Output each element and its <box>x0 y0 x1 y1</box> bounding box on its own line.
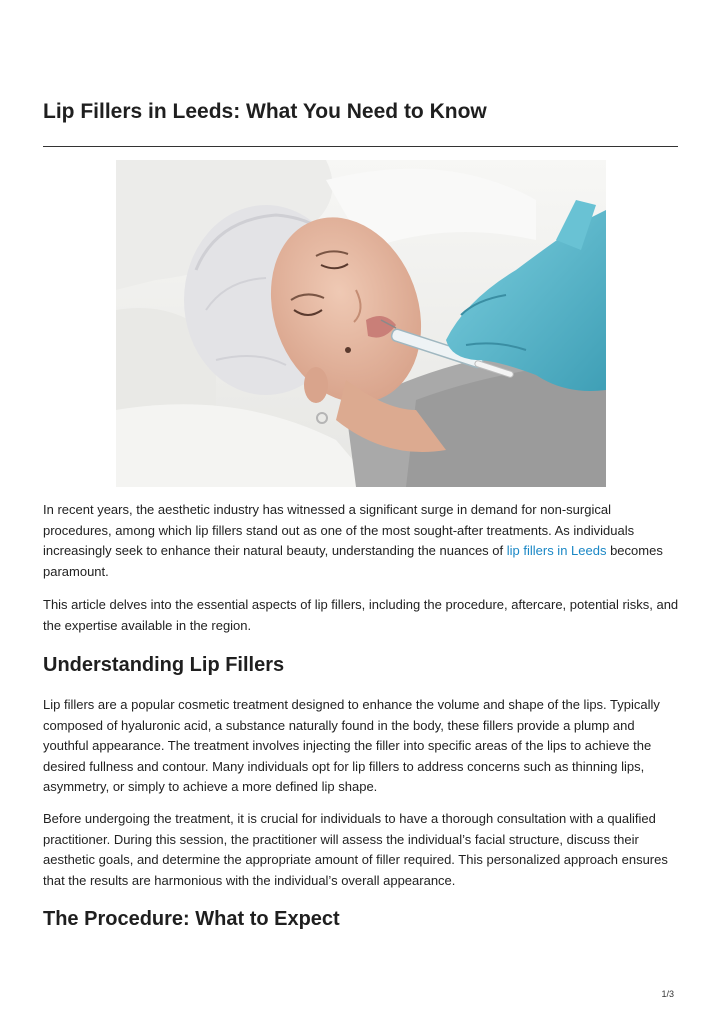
hero-image <box>116 160 606 487</box>
intro-paragraph <box>43 500 683 582</box>
page-title: Lip Fillers in Leeds: What You Need to Know <box>43 100 487 123</box>
overview-paragraph: This article delves into the essential aspects of lip fillers, including the procedure, aftercare, potential risks, and the expertise available in the region. <box>43 597 679 633</box>
lip-fillers-leeds-link[interactable]: lip fillers in Leeds <box>506 543 607 558</box>
understanding-paragraph-2: Before undergoing the treatment, it is crucial for individuals to have a thorough consultation with a qualified practitioner. During this session, the practitioner will assess the individual’s facial structure, discuss their aesthetic goals, and determine the appropriate amount of filler required. This personalized approach ensures that the results are harmonious with the individual’s overall appearance. <box>43 811 668 888</box>
understanding-paragraph-1: Lip fillers are a popular cosmetic treatment designed to enhance the volume and shape of the lips. Typically composed of hyaluronic acid, a substance naturally found in the body, these fillers provide a plump and youthful appearance. The treatment involves injecting the filler into specific areas of the lips to achieve the desired fullness and contour. Many individuals opt for lip fillers to address concerns such as thinning lips, asymmetry, or simply to achieve a more defined lip shape. <box>43 697 660 794</box>
intro-text-before-link: In recent years, the aesthetic industry has witnessed a significant surge in demand for non-surgical procedures, among which lip fillers stand out as one of the most sought-after treatments. As individuals increasingly seek to enhance their natural beauty, understanding the nuances of <box>43 502 635 558</box>
page-number: 1/3 <box>661 989 674 999</box>
lip-filler-treatment-illustration <box>116 160 606 487</box>
intro-text-after-link: becomes paramount. <box>43 543 663 579</box>
section-heading-procedure: The Procedure: What to Expect <box>43 908 340 930</box>
section-heading-understanding: Understanding Lip Fillers <box>43 654 285 676</box>
title-divider <box>43 146 678 147</box>
